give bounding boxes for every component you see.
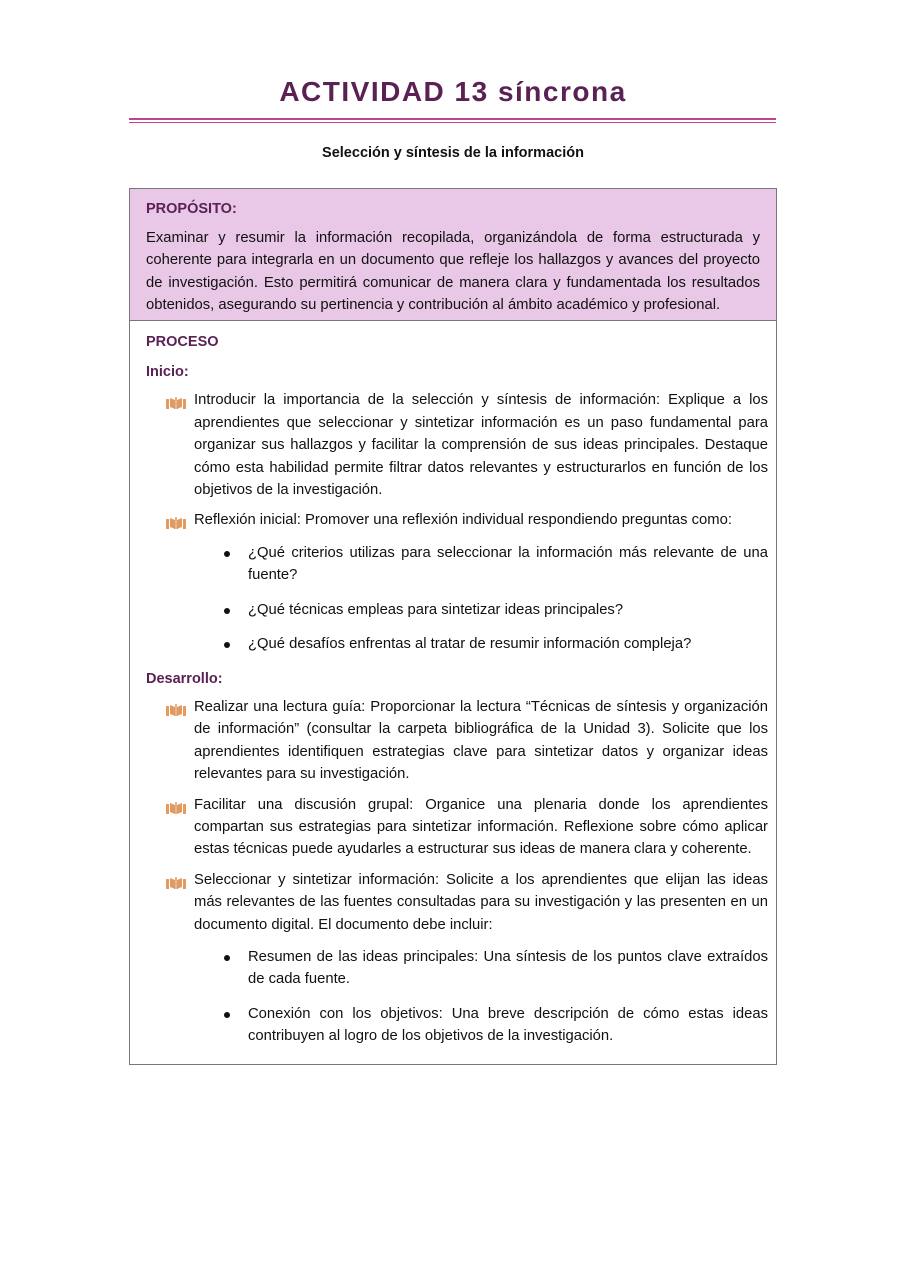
list-item [146, 696, 768, 786]
purpose-section [130, 189, 776, 321]
bullet-icon [224, 1012, 230, 1018]
sub-list-item-text: ¿Qué criterios utilizas para seleccionar la información más relevante de una fuente? [248, 544, 768, 584]
process-subsection [146, 668, 768, 1048]
page-subtitle: Selección y síntesis de la información [322, 145, 584, 161]
sub-list-item-text: Conexión con los objetivos: Una breve descripción de cómo estas ideas contribuyen al logro de los objetivos de la investigación. [248, 1005, 768, 1045]
list-item [146, 869, 768, 936]
list-item [146, 389, 768, 501]
purpose-heading: PROPÓSITO: [146, 201, 237, 217]
process-heading: PROCESO [146, 333, 219, 350]
title-divider-thin [129, 122, 776, 123]
sub-list-item-text: ¿Qué técnicas empleas para sintetizar ideas principales? [248, 601, 624, 618]
sub-list-item [146, 599, 768, 621]
bullet-icon [224, 551, 230, 557]
subsection-heading: Inicio: [146, 364, 189, 381]
purpose-text: Examinar y resumir la información recopilada, organizándola de forma estructurada y coherente para integrarla en un documento que refleje los hallazgos y avances del proyecto de investigación. Esto permitirá comunicar de manera clara y fundamentada los resultados obtenidos, asegurando su pertinencia y contribución al ámbito académico y profesional. [146, 230, 760, 314]
title-divider [129, 118, 776, 120]
subsection-heading: Desarrollo: [146, 670, 223, 687]
list-item-text: Introducir la importancia de la selección y síntesis de información: Explique a los aprendientes que seleccionar y sintetizar información es un paso fundamental para organizar sus hallazgos y facilitar la comprensión de sus ideas principales. Destaque cómo esta habilidad permite filtrar datos relevantes y estructurarlos en función de los objetivos de la investigación. [194, 392, 768, 499]
book-bullet-icon [166, 394, 186, 406]
sub-list-item [146, 542, 768, 587]
bullet-icon [224, 608, 230, 614]
list-item-text: Seleccionar y sintetizar información: Solicite a los aprendientes que elijan las ideas más relevantes de las fuentes consultadas para su investigación y las presenten en un documento digital. El documento debe incluir: [194, 871, 768, 933]
list-item-text: Realizar una lectura guía: Proporcionar la lectura “Técnicas de síntesis y organización de información” (consultar la carpeta bibliográfica de la Unidad 3). Solicite que los aprendientes identifiquen estrategias clave para sintetizar datos y organizar ideas relevantes para su investigación. [194, 698, 768, 783]
list-item-text: Reflexión inicial: Promover una reflexión individual respondiendo preguntas como: [194, 512, 732, 529]
sub-list-item [146, 633, 768, 655]
page-title: ACTIVIDAD 13 síncrona [279, 76, 627, 107]
bullet-icon [224, 642, 230, 648]
sub-list-item [146, 1003, 768, 1048]
process-section [130, 321, 776, 1064]
activity-table [129, 188, 777, 1065]
bullet-icon [224, 955, 230, 961]
list-item-text: Facilitar una discusión grupal: Organice una plenaria donde los aprendientes compartan sus estrategias para sintetizar información. Reflexione sobre cómo aplicar estas técnicas puede ayudarles a estructurar sus ideas de manera clara y coherente. [194, 796, 768, 858]
book-bullet-icon [166, 874, 186, 886]
sub-list-item-text: Resumen de las ideas principales: Una síntesis de los puntos clave extraídos de cada fuente. [248, 948, 768, 988]
book-bullet-icon [166, 701, 186, 713]
book-bullet-icon [166, 799, 186, 811]
list-item [146, 509, 768, 531]
list-item [146, 794, 768, 861]
process-subsection [146, 361, 768, 655]
sub-list-item-text: ¿Qué desafíos enfrentas al tratar de resumir información compleja? [248, 636, 692, 653]
book-bullet-icon [166, 514, 186, 526]
sub-list-item [146, 946, 768, 991]
